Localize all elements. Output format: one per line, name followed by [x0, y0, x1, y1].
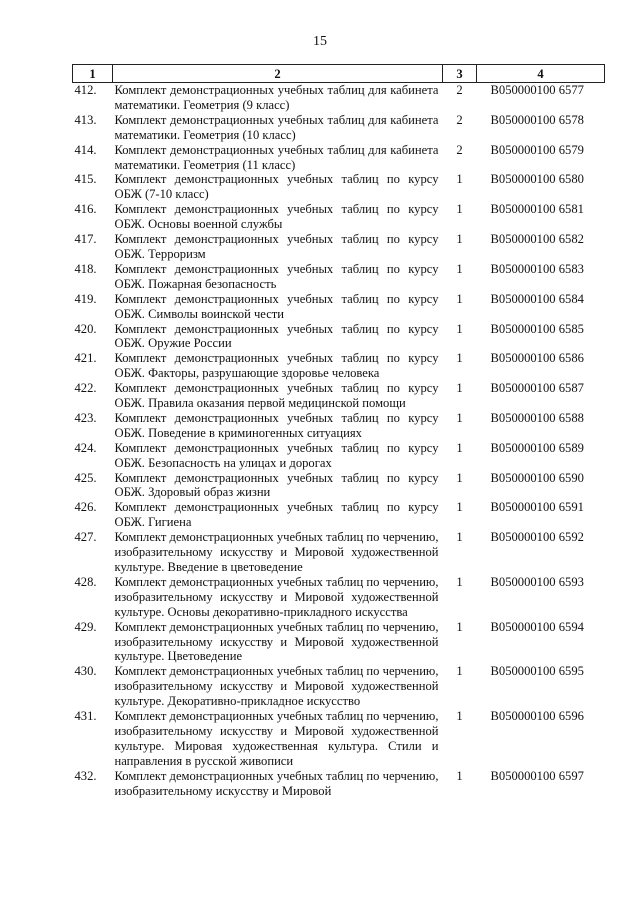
row-number: 427. — [74, 530, 97, 545]
item-name: Комплект демонстрационных учебных таблиц по курсу ОБЖ. Безопасность на улицах и дорогах — [114, 440, 439, 470]
item-code: B050000100 6577 — [490, 83, 584, 97]
row-number: 425. — [74, 470, 97, 485]
item-quantity: 1 — [456, 440, 463, 455]
item-name: Комплект демонстрационных учебных таблиц по черчению, изобразительному искусству и Мировой художественной культуре. Введение в цветоведение — [114, 530, 439, 574]
row-number: 428. — [74, 574, 97, 589]
table-row — [73, 322, 605, 352]
item-name: Комплект демонстрационных учебных таблиц по курсу ОБЖ (7-10 класс) — [114, 172, 439, 202]
table-row — [73, 83, 605, 113]
item-code: B050000100 6592 — [490, 530, 584, 545]
item-quantity: 1 — [456, 530, 463, 545]
item-quantity: 1 — [456, 321, 463, 336]
item-name: Комплект демонстрационных учебных таблиц по курсу ОБЖ. Поведение в криминогенных ситуациях — [114, 410, 439, 440]
item-code: B050000100 6595 — [490, 664, 584, 679]
item-name: Комплект демонстрационных учебных таблиц по курсу ОБЖ. Терроризм — [114, 232, 439, 261]
table-row — [73, 351, 605, 381]
row-number: 431. — [74, 709, 97, 724]
table-body — [73, 83, 605, 799]
table-row — [73, 262, 605, 292]
table-row — [73, 411, 605, 441]
item-name: Комплект демонстрационных учебных таблиц по курсу ОБЖ. Основы военной службы — [114, 202, 439, 232]
row-number: 432. — [74, 768, 97, 783]
item-name: Комплект демонстрационных учебных таблиц по черчению, изобразительному искусству и Мировой художественной культуре. Основы декоративно-прикладного искусства — [114, 574, 439, 619]
header-col-quantity: 3 — [443, 65, 477, 83]
row-number: 416. — [74, 202, 97, 217]
table-row — [73, 202, 605, 232]
item-quantity: 1 — [456, 261, 463, 276]
item-code: B050000100 6585 — [490, 321, 584, 336]
item-code: B050000100 6583 — [490, 261, 584, 276]
item-code: B050000100 6578 — [490, 112, 584, 127]
item-name: Комплект демонстрационных учебных таблиц для кабинета математики. Геометрия (11 класс) — [114, 142, 439, 172]
table-row — [73, 172, 605, 202]
item-name: Комплект демонстрационных учебных таблиц по курсу ОБЖ. Правила оказания первой медицинской помощи — [114, 381, 439, 411]
table-row — [73, 620, 605, 665]
table-row — [73, 500, 605, 530]
row-number: 424. — [74, 440, 97, 455]
item-code: B050000100 6584 — [490, 291, 584, 306]
row-number: 430. — [74, 664, 97, 679]
item-quantity: 1 — [456, 768, 463, 783]
table-row — [73, 769, 605, 799]
page-number: 15 — [313, 34, 327, 49]
table-row — [73, 664, 605, 709]
item-code: B050000100 6582 — [490, 232, 584, 247]
table-row — [73, 292, 605, 322]
table-header — [73, 65, 605, 83]
item-code: B050000100 6597 — [490, 768, 584, 783]
item-name: Комплект демонстрационных учебных таблиц по черчению, изобразительному искусству и Мировой художественной культуре. Декоративно-прикладное искусство — [114, 664, 439, 709]
item-code: B050000100 6594 — [490, 619, 584, 634]
item-quantity: 1 — [456, 381, 463, 396]
table-row — [73, 381, 605, 411]
item-name: Комплект демонстрационных учебных таблиц по черчению, изобразительному искусству и Мировой художественной культуре. Мировая художественная культура. Стили и направления в русской живописи — [114, 709, 439, 768]
row-number: 415. — [74, 172, 97, 187]
table-row — [73, 709, 605, 769]
row-number: 418. — [74, 261, 97, 276]
item-quantity: 1 — [456, 202, 463, 217]
item-name: Комплект демонстрационных учебных таблиц по черчению, изобразительному искусству и Мировой художественной культуре. Цветоведение — [114, 619, 439, 664]
item-name: Комплект демонстрационных учебных таблиц по курсу ОБЖ. Гигиена — [114, 500, 439, 530]
header-col-name: 2 — [113, 65, 443, 83]
table-row — [73, 143, 605, 173]
item-quantity: 1 — [456, 664, 463, 679]
item-name: Комплект демонстрационных учебных таблиц по курсу ОБЖ. Здоровый образ жизни — [114, 470, 439, 500]
table-row — [73, 575, 605, 620]
table-row — [73, 530, 605, 575]
item-quantity: 1 — [456, 351, 463, 366]
table-row — [73, 232, 605, 262]
table-row — [73, 113, 605, 143]
item-code: B050000100 6593 — [490, 574, 584, 589]
item-code: B050000100 6587 — [490, 381, 584, 396]
table-row — [73, 441, 605, 471]
row-number: 417. — [74, 232, 97, 247]
header-col-number: 1 — [73, 65, 113, 83]
header-col-code: 4 — [477, 65, 605, 83]
item-quantity: 2 — [456, 112, 463, 127]
item-code: B050000100 6588 — [490, 410, 584, 425]
item-code: B050000100 6596 — [490, 709, 584, 724]
table-row — [73, 471, 605, 501]
item-quantity: 1 — [456, 172, 463, 187]
item-name: Комплект демонстрационных учебных таблиц по курсу ОБЖ. Оружие России — [114, 321, 439, 351]
row-number: 426. — [74, 500, 97, 515]
item-name: Комплект демонстрационных учебных таблиц для кабинета математики. Геометрия (10 класс) — [114, 112, 439, 142]
item-name: Комплект демонстрационных учебных таблиц по черчению, изобразительному искусству и Мировой — [114, 768, 439, 798]
item-code: B050000100 6586 — [490, 351, 584, 366]
item-quantity: 1 — [456, 291, 463, 306]
item-quantity: 2 — [456, 83, 463, 97]
row-number: 421. — [74, 351, 97, 366]
item-quantity: 1 — [456, 470, 463, 485]
item-quantity: 1 — [456, 574, 463, 589]
row-number: 412. — [74, 83, 97, 97]
items-table — [72, 64, 605, 799]
item-code: B050000100 6580 — [490, 172, 584, 187]
row-number: 420. — [74, 321, 97, 336]
row-number: 423. — [74, 410, 97, 425]
item-code: B050000100 6589 — [490, 440, 584, 455]
item-quantity: 1 — [456, 619, 463, 634]
item-code: B050000100 6591 — [490, 500, 584, 515]
item-code: B050000100 6590 — [490, 470, 584, 485]
row-number: 422. — [74, 381, 97, 396]
item-quantity: 1 — [456, 500, 463, 515]
item-name: Комплект демонстрационных учебных таблиц для кабинета математики. Геометрия (9 класс) — [114, 83, 439, 112]
item-name: Комплект демонстрационных учебных таблиц по курсу ОБЖ. Символы воинской чести — [114, 291, 439, 321]
item-name: Комплект демонстрационных учебных таблиц по курсу ОБЖ. Факторы, разрушающие здоровье человека — [114, 351, 439, 381]
item-quantity: 1 — [456, 232, 463, 247]
item-quantity: 1 — [456, 410, 463, 425]
item-name: Комплект демонстрационных учебных таблиц по курсу ОБЖ. Пожарная безопасность — [114, 261, 439, 291]
row-number: 414. — [74, 142, 97, 157]
item-quantity: 1 — [456, 709, 463, 724]
item-code: B050000100 6581 — [490, 202, 584, 217]
header-row — [73, 65, 605, 83]
row-number: 429. — [74, 619, 97, 634]
item-code: B050000100 6579 — [490, 142, 584, 157]
row-number: 413. — [74, 112, 97, 127]
row-number: 419. — [74, 291, 97, 306]
item-quantity: 2 — [456, 142, 463, 157]
